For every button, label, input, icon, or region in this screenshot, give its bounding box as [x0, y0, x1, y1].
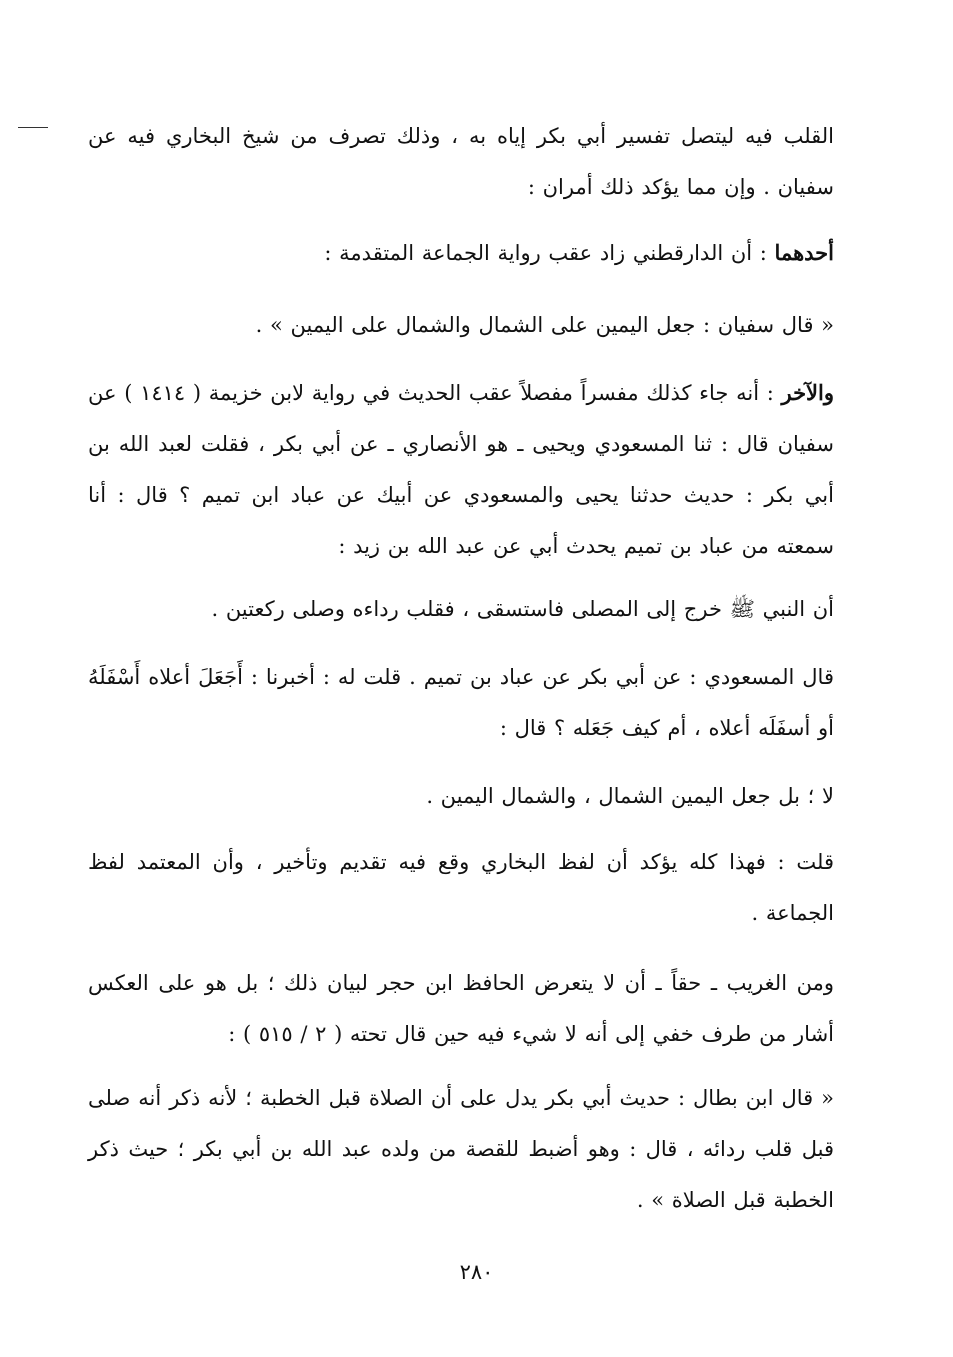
paragraph-8 [88, 837, 834, 939]
paragraph-4 [88, 367, 834, 572]
paragraph-lead: والآخر [781, 380, 835, 405]
margin-mark [18, 127, 48, 128]
paragraph-text: « قال ابن بطال : حديث أبي بكر يدل على أن الصلاة قبل الخطبة ؛ لأنه ذكر أنه صلى قبل قلب ردائه ، قال : وهو أضبط للقصة من ولده عبد الله بن أبي بكر ؛ حيث ذكر الخطبة قبل الصلاة » . [88, 1086, 834, 1212]
paragraph-3 [88, 300, 834, 351]
paragraph-text: أن النبي ﷺ خرج إلى المصلى فاستسقى ، فقلب رداءه وصلى ركعتين . [211, 597, 834, 621]
paragraph-lead: أحدهما [774, 240, 834, 265]
paragraph-2 [88, 227, 834, 279]
paragraph-text: ومن الغريب ـ حقاً ـ أن لا يتعرض الحافظ ابن حجر لبيان ذلك ؛ بل هو على العكس أشار من طرف خفي إلى أنه لا شيء فيه حين قال تحته ( ٢ / ٥١٥ ) : [88, 971, 834, 1046]
paragraph-text: « قال سفيان : جعل اليمين على الشمال والشمال على اليمين » . [255, 313, 834, 337]
paragraph-text: : أنه جاء كذلك مفسراً مفصلاً عقب الحديث في رواية لابن خزيمة ( ١٤١٤ ) عن سفيان قال : ثنا المسعودي ويحيى ـ هو الأنصاري ـ عن أبي بكر ، فقلت لعبد الله بن أبي بكر : حديث حدثنا يحيى والمسعودي عن أبيك عن عباد ابن تميم ؟ قال : أنا سمعته من عباد بن تميم يحدث أبي عن عبد الله بن زيد : [88, 381, 834, 558]
paragraph-5 [88, 584, 834, 635]
paragraph-text: قلت : فهذا كله يؤكد أن لفظ البخاري وقع فيه تقديم وتأخير ، وأن المعتمد لفظ الجماعة . [88, 850, 834, 925]
paragraph-text: قال المسعودي : عن أبي بكر عن عباد بن تميم . قلت له : أخبرنا : أَجَعَلَ أعلاه أَسْفَلَهُ أو أسفَلَه أعلاه ، أم كيف جَعَله ؟ قال : [88, 665, 834, 740]
paragraph-6 [88, 652, 834, 754]
paragraph-9 [88, 958, 834, 1060]
paragraph-10 [88, 1073, 834, 1226]
paragraph-7 [88, 771, 834, 822]
paragraph-1 [88, 111, 834, 213]
paragraph-text: لا ؛ بل جعل اليمين الشمال ، والشمال اليمين . [426, 784, 834, 808]
paragraph-text: القلب فيه ليتصل تفسير أبي بكر إياه به ، وذلك تصرف من شيخ البخاري فيه عن سفيان . وإن مما يؤكد ذلك أمران : [88, 124, 834, 199]
page-number: ٢٨٠ [459, 1260, 494, 1284]
paragraph-text: : أن الدارقطني زاد عقب رواية الجماعة المتقدمة : [324, 241, 775, 265]
